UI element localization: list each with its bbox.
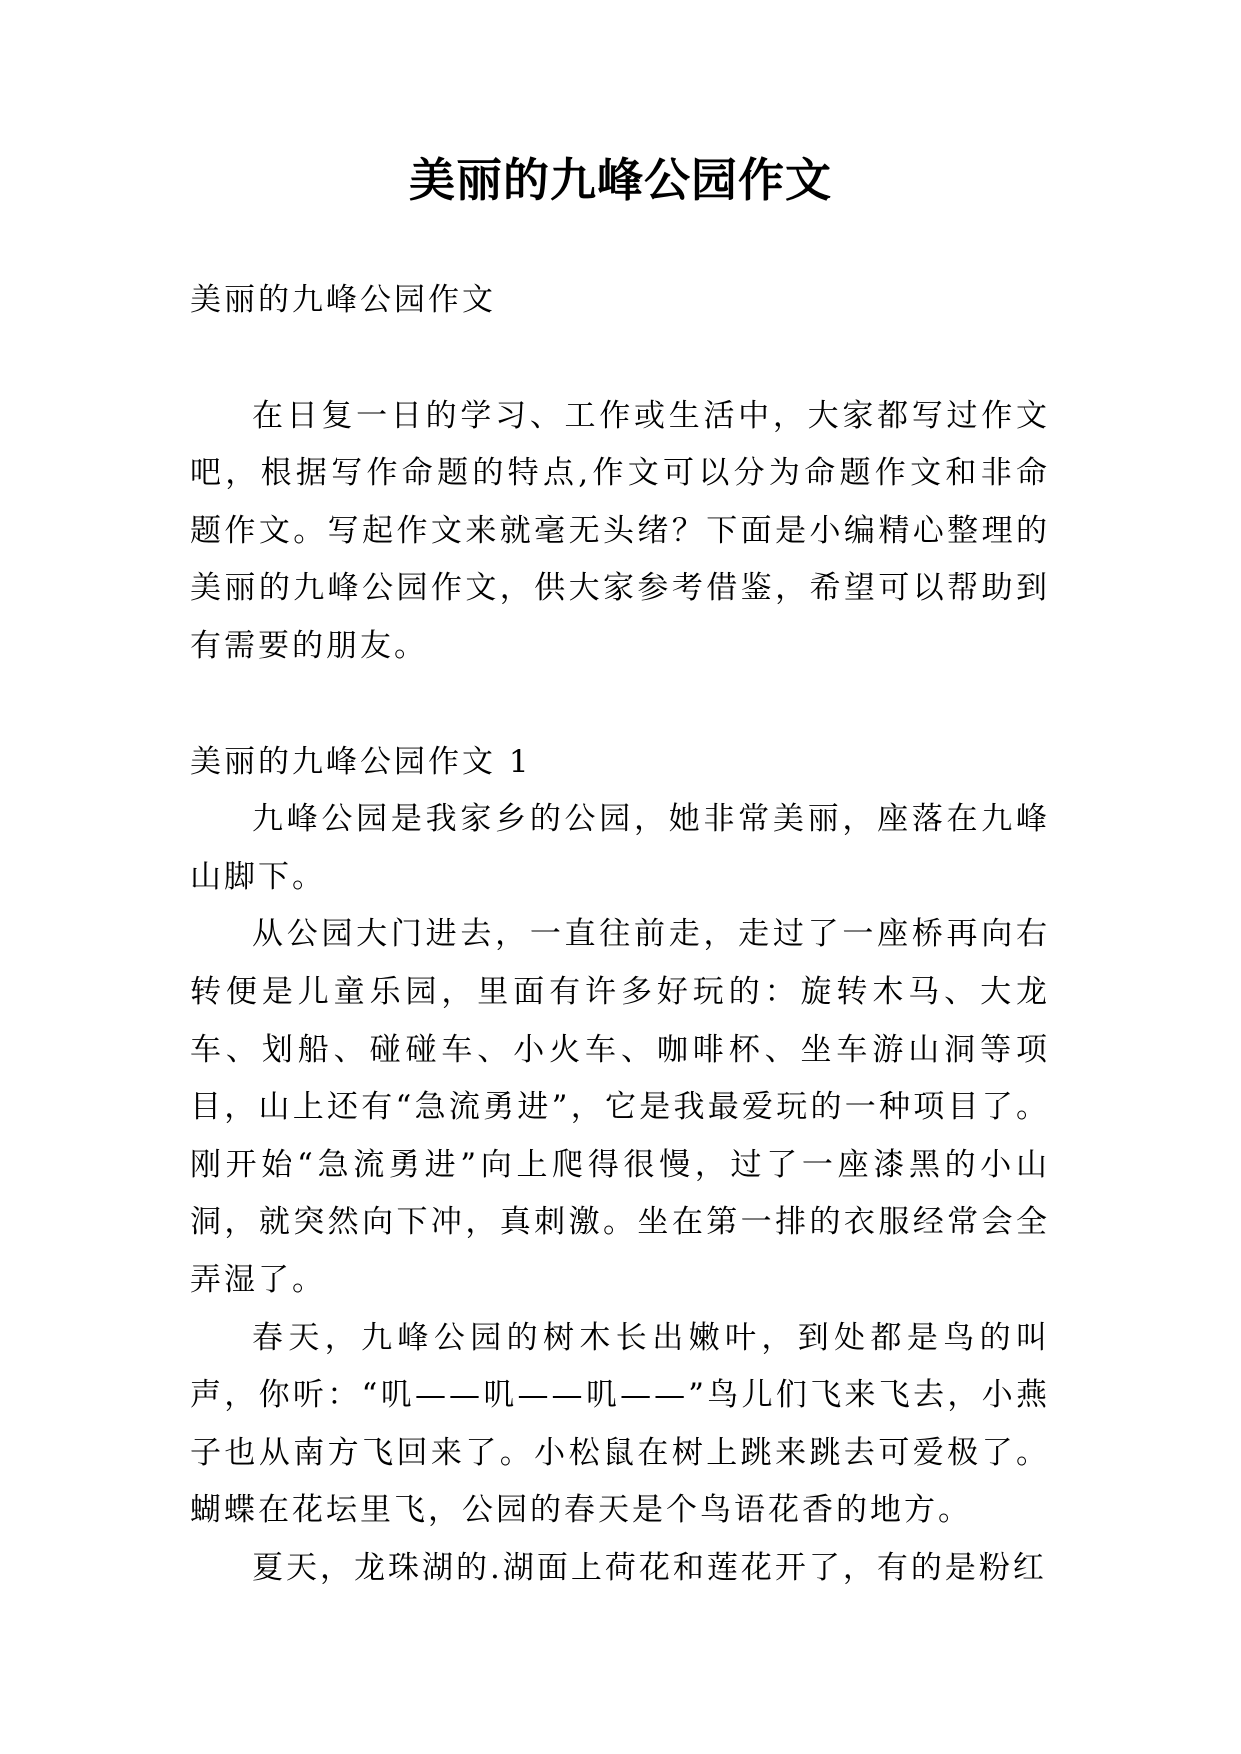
- spacer: [190, 330, 1050, 388]
- body-paragraph: 从公园大门进去，一直往前走，走过了一座桥再向右转便是儿童乐园，里面有许多好玩的：旋转木马、大龙车、划船、碰碰车、小火车、咖啡杯、坐车游山洞等项目，山上还有“急流勇进”，它是我最爱玩的一种项目了。刚开始“急流勇进”向上爬得很慢，过了一座漆黑的小山洞，就突然向下冲，真刺激。坐在第一排的衣服经常会全弄湿了。: [190, 916, 1050, 1298]
- document-body: [190, 272, 1050, 1597]
- body-paragraph: 春天，九峰公园的树木长出嫩叶，到处都是鸟的叫声，你听：“叽——叽——叽——”鸟儿们飞来飞去，小燕子也从南方飞回来了。小松鼠在树上跳来跳去可爱极了。蝴蝶在花坛里飞，公园的春天是个鸟语花香的地方。: [190, 1319, 1050, 1529]
- spacer: [190, 676, 1050, 734]
- body-paragraph: 夏天，龙珠湖的.湖面上荷花和莲花开了，有的是粉红: [252, 1549, 1047, 1586]
- body-paragraph: 九峰公园是我家乡的公园，她非常美丽，座落在九峰山脚下。: [190, 801, 1050, 895]
- document-title: 美丽的九峰公园作文: [409, 153, 832, 207]
- document-subtitle: 美丽的九峰公园作文: [190, 282, 496, 318]
- section-heading: 美丽的九峰公园作文 1: [190, 743, 532, 780]
- intro-paragraph: 在日复一日的学习、工作或生活中，大家都写过作文吧，根据写作命题的特点,作文可以分为命题作文和非命题作文。写起作文来就毫无头绪？下面是小编精心整理的美丽的九峰公园作文，供大家参考借鉴，希望可以帮助到有需要的朋友。: [190, 397, 1050, 664]
